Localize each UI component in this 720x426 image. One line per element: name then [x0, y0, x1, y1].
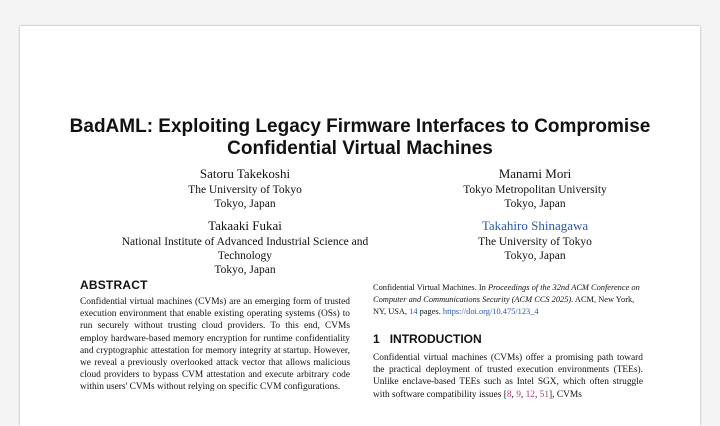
citation-separator: , [534, 389, 540, 400]
author-block [90, 218, 400, 277]
section-number: 1 [373, 332, 380, 346]
author-name: Takaaki Fukai [208, 218, 282, 233]
author-affiliation: Tokyo Metropolitan University [463, 184, 607, 196]
right-column [373, 282, 643, 401]
author-affiliation: The University of Tokyo [188, 184, 302, 196]
abstract-heading: ABSTRACT [80, 278, 148, 292]
author-affiliation: National Institute of Advanced Industrial Science and [121, 236, 369, 248]
author-block [410, 166, 660, 211]
citation-separator: , [511, 389, 517, 400]
intro-text-part: Confidential virtual machines (CVMs) offer a promising path toward the practical deployment of trusted execution environments (TEEs). Unlike enclave-based TEEs such as Intel SGX, which often struggle with software compatibility issues [ [373, 353, 643, 400]
author-affiliation-cont: Technology [217, 250, 273, 262]
author-location: Tokyo, Japan [214, 198, 276, 210]
title-line-2: Confidential Virtual Machines [227, 138, 493, 159]
author-name: Satoru Takekoshi [199, 166, 291, 181]
title-line-1: BadAML: Exploiting Legacy Firmware Interfaces to Compromise [69, 116, 651, 137]
introduction-text [373, 352, 643, 401]
paper-page [20, 26, 700, 426]
citation-link[interactable]: 12 [525, 389, 535, 400]
reference-text: pages. [417, 307, 443, 316]
author-location: Tokyo, Japan [214, 264, 276, 276]
introduction-heading [373, 332, 643, 346]
abstract-text: Confidential virtual machines (CVMs) are an emerging form of trusted execution environment that enable existing operating systems (OSs) to run securely without trusting cloud providers. To this end, CVMs employ hardware-based memory encryption for runtime confidentiality and cryptographic attestation for memory integrity at startup. However, we reveal a previously overlooked attack vector that allows malicious cloud providers to bypass CVM attestation and execute arbitrary code within users' CVMs without relying on specific CVM configurations. [80, 297, 350, 393]
author-location: Tokyo, Japan [504, 250, 566, 262]
paper-title [20, 116, 700, 160]
citation-link[interactable]: 51 [539, 389, 550, 400]
reference-text: ACM, New York, NY, USA, [373, 295, 635, 316]
reference-text: Confidential Virtual Machines. In [373, 283, 488, 292]
author-affiliation: The University of Tokyo [478, 236, 592, 248]
author-name-link[interactable]: Takahiro Shinagawa [481, 218, 589, 233]
citation-link[interactable]: 8 [506, 389, 512, 400]
author-block [410, 218, 660, 263]
citation-link[interactable]: 9 [516, 389, 521, 400]
doi-link[interactable]: https://doi.org/10.475/123_4 [442, 307, 539, 316]
section-title: INTRODUCTION [389, 332, 482, 346]
reference-pages-link[interactable]: 14 [409, 307, 418, 316]
left-column [80, 278, 350, 394]
citation-separator: , [520, 389, 526, 400]
author-block [120, 166, 370, 211]
acm-reference [373, 282, 643, 318]
author-location: Tokyo, Japan [504, 198, 566, 210]
intro-text-part: ], CVMs [549, 389, 582, 400]
author-name: Manami Mori [498, 166, 572, 181]
reference-venue: Proceedings of the 32nd ACM Conference on Computer and Communications Security (ACM CCS 2025). [373, 283, 640, 304]
